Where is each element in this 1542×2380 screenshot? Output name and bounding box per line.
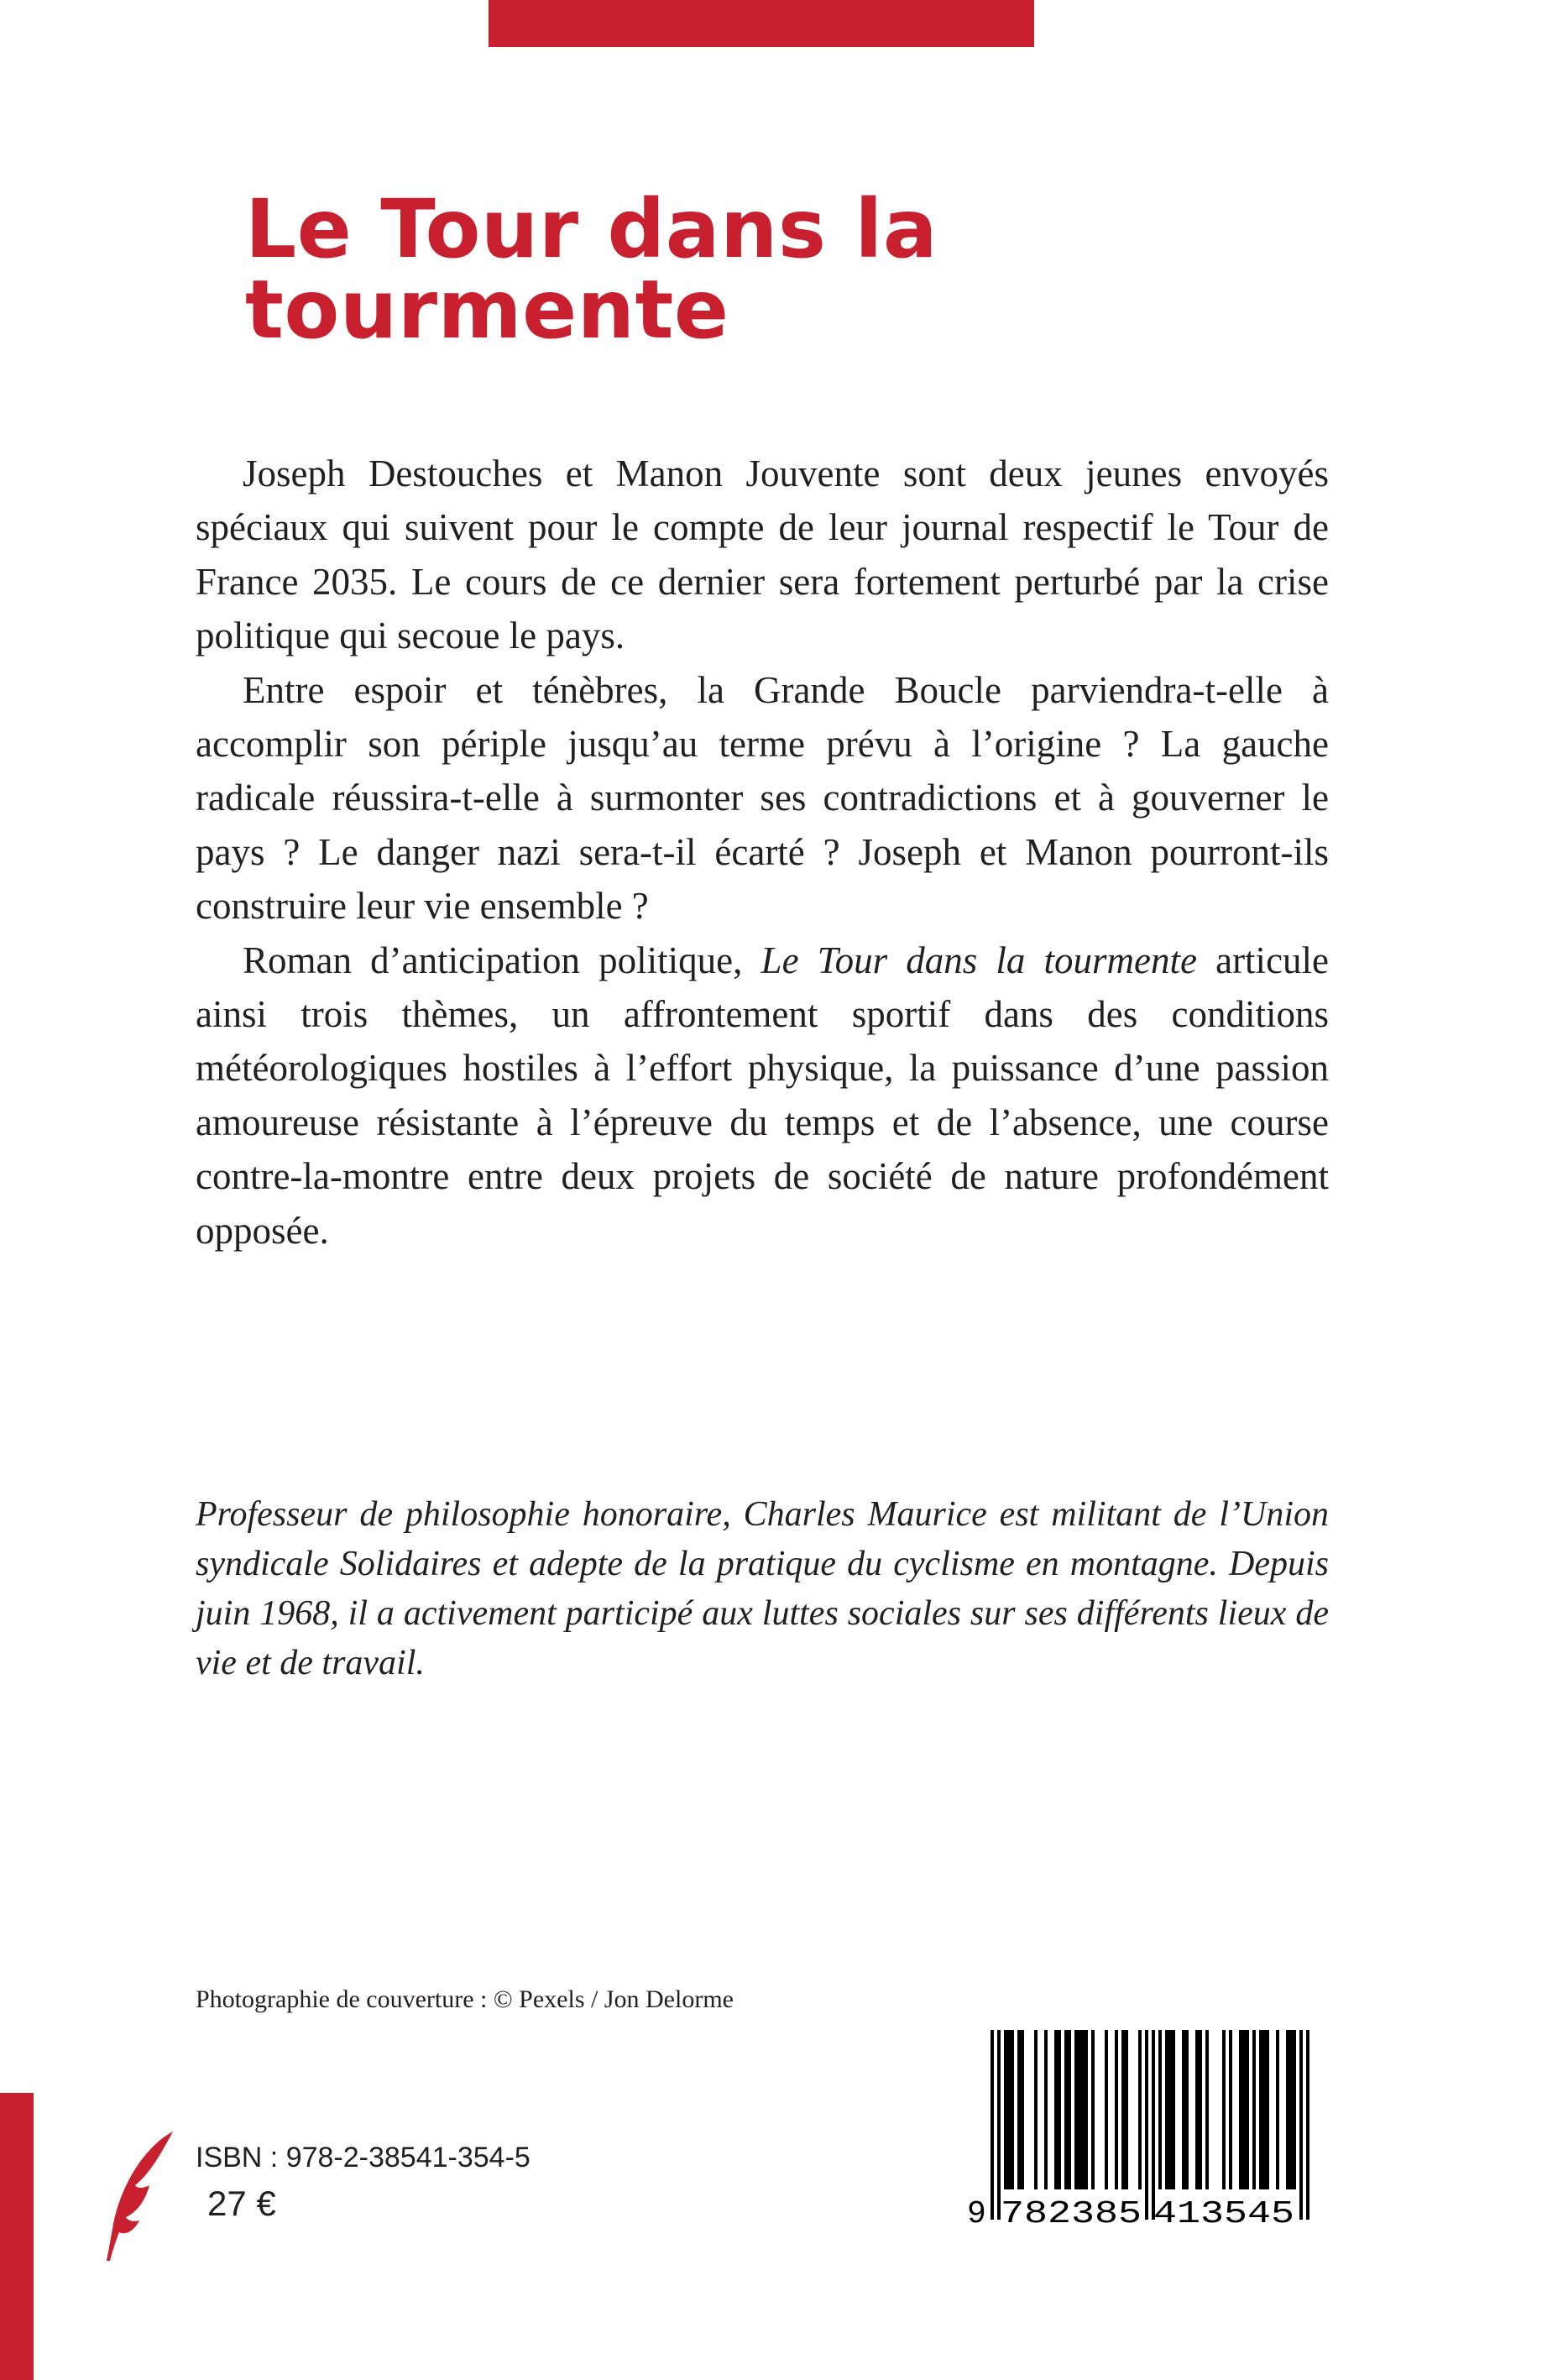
- barcode-bar: [1138, 2030, 1142, 2189]
- barcode-bar: [1125, 2030, 1128, 2189]
- barcode-lead-digit: 9: [967, 2196, 986, 2225]
- barcode-bar: [1091, 2030, 1095, 2189]
- barcode-bar: [1064, 2030, 1068, 2189]
- barcode-left-digits: 782385: [1001, 2196, 1142, 2225]
- barcode-bar: [1246, 2030, 1249, 2189]
- book-title: Le Tour dans la tourmente: [245, 182, 938, 357]
- barcode-bar: [1205, 2030, 1209, 2189]
- barcode-bars: [991, 2030, 1309, 2220]
- barcode-bar: [1165, 2030, 1168, 2189]
- barcode-bar: [1158, 2030, 1162, 2189]
- barcode-bar: [1105, 2030, 1108, 2189]
- barcode-bar: [1021, 2030, 1024, 2189]
- top-accent-bar: [489, 0, 1034, 47]
- barcode-icon: [965, 2030, 1322, 2225]
- barcode-bar: [1266, 2030, 1269, 2189]
- barcode-bar: [1276, 2030, 1279, 2189]
- barcode-bar: [1168, 2030, 1172, 2189]
- blurb-book-title: Le Tour dans la tourmente: [761, 939, 1197, 981]
- barcode-bar: [1172, 2030, 1175, 2189]
- barcode-bar: [1152, 2030, 1155, 2220]
- barcode-bar: [1185, 2030, 1189, 2189]
- barcode-bar: [1242, 2030, 1246, 2189]
- barcode-bar: [1195, 2030, 1199, 2189]
- blurb-paragraph-3-body: articule ainsi trois thèmes, un affrontement sportif dans des conditions météorologiques hostiles à l’effort physique, la puissance d’une passion amoureuse résistante à l’épreuve du temps et de l’absence, une course contre-la-montre entre deux projets de société de nature profondément opposée.: [196, 939, 1330, 1252]
- barcode-bar: [1044, 2030, 1048, 2189]
- price: 27 €: [207, 2184, 276, 2223]
- barcode-bar: [1262, 2030, 1266, 2189]
- barcode-bar: [1239, 2030, 1242, 2189]
- side-accent-bar: [0, 2093, 34, 2380]
- barcode-bar: [1007, 2030, 1011, 2189]
- barcode-bar: [1289, 2030, 1293, 2189]
- blurb-paragraph-2: Entre espoir et ténèbres, la Grande Boucle parviendra-t-elle à accomplir son périple jusqu’au terme prévu à l’origine ? La gauche radicale réussira-t-elle à surmonter ses contradictions et à gouverner le pays ? Le danger nazi sera-t-il écarté ? Joseph et Manon pourront-ils construire leur vie ensemble ?: [196, 668, 1329, 928]
- barcode-bar: [1229, 2030, 1232, 2189]
- isbn: ISBN : 978-2-38541-354-5: [196, 2142, 531, 2173]
- barcode-bar: [1306, 2030, 1309, 2220]
- barcode-bar: [1299, 2030, 1303, 2220]
- barcode-bar: [1085, 2030, 1088, 2189]
- blurb-paragraph-3-intro: Roman d’anticipation politique,: [243, 939, 761, 981]
- barcode-bar: [991, 2030, 994, 2220]
- barcode-bar: [1182, 2030, 1185, 2189]
- barcode-bar: [1017, 2030, 1021, 2189]
- barcode-bar: [1004, 2030, 1007, 2189]
- barcode-bar: [1054, 2030, 1058, 2189]
- barcode-bar: [997, 2030, 1001, 2220]
- barcode-bar: [1115, 2030, 1118, 2189]
- blurb-paragraph-3: [196, 934, 1329, 1258]
- barcode-bar: [1081, 2030, 1085, 2189]
- barcode-right-digits: 413545: [1153, 2196, 1294, 2225]
- barcode-bar: [1034, 2030, 1038, 2189]
- barcode-bar: [1074, 2030, 1078, 2189]
- barcode-bar: [1068, 2030, 1071, 2189]
- barcode-digits: [967, 2196, 1294, 2225]
- barcode-bar: [1259, 2030, 1262, 2189]
- barcode-bar: [1199, 2030, 1202, 2189]
- feather-quill-icon: [101, 2128, 176, 2262]
- barcode-bar: [1252, 2030, 1256, 2189]
- blurb-paragraph-1: Joseph Destouches et Manon Jouvente sont deux jeunes envoyés spéciaux qui suivent pour le compte de leur journal respectif le Tour de France 2035. Le cours de ce dernier sera fortement perturbé par la crise politique qui secoue le pays.: [196, 452, 1329, 657]
- photo-credit: Photographie de couverture : © Pexels / Jon Delorme: [196, 1985, 734, 2013]
- barcode-bar: [1293, 2030, 1296, 2189]
- barcode-bar: [1078, 2030, 1081, 2189]
- barcode-bar: [1286, 2030, 1289, 2189]
- author-bio: Professeur de philosophie honoraire, Charles Maurice est militant de l’Union syndicale Solidaires et adepte de la pratique du cyclisme en montagne. Depuis juin 1968, il a activement participé aux luttes sociales sur ses différents lieux de vie et de travail.: [196, 1495, 1329, 1682]
- barcode-bar: [1145, 2030, 1148, 2220]
- barcode-bar: [1121, 2030, 1125, 2189]
- back-cover-blurb: [196, 447, 1329, 1258]
- barcode-bar: [1058, 2030, 1061, 2189]
- barcode-bar: [1011, 2030, 1014, 2189]
- barcode-bar: [1222, 2030, 1226, 2189]
